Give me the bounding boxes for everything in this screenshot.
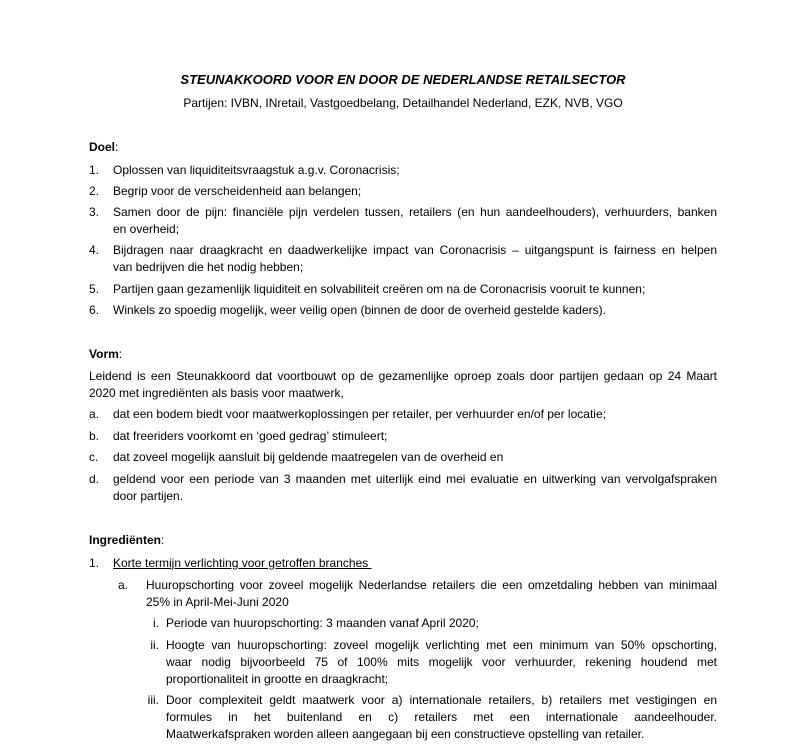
list-item <box>89 302 717 319</box>
sub-item-text <box>146 577 717 744</box>
text-line: Leidend is een Steunakkoord dat voortbouwt op de gezamenlijke oproep zoals door partijen gedaan op 24 Maart <box>89 368 717 383</box>
text-line: en overheid; <box>113 222 180 236</box>
list-letter: d. <box>89 471 100 486</box>
list-item-text <box>113 302 717 319</box>
list-number: 6. <box>89 302 100 317</box>
intro-paragraph <box>89 368 717 402</box>
sub-item-letter: a. <box>118 577 129 592</box>
sub-sub-list <box>146 615 717 743</box>
heading-label: Doel <box>89 139 116 154</box>
sub-sub-item <box>146 692 717 743</box>
text-line: van bedrijven die het nodig hebben; <box>113 260 304 275</box>
list-letter: a. <box>89 407 100 421</box>
text-line: dat een bodem biedt voor maatwerkoplossingen per retailer, per verhuurder en/of per locatie; <box>113 407 606 421</box>
list-item <box>89 162 717 179</box>
text-line: dat freeriders voorkomt en ‘goed gedrag’ stimuleert; <box>113 428 388 443</box>
text-line: Huuropschorting voor zoveel mogelijk Nederlandse retailers die een omzetdaling hebben van minimaal <box>146 577 717 592</box>
list-letter: c. <box>89 450 99 464</box>
section-doel <box>89 139 717 319</box>
list-item-text <box>113 471 717 505</box>
list-item-text <box>113 281 717 298</box>
heading-colon: : <box>115 139 119 154</box>
text-line: Begrip voor de verscheidenheid aan belangen; <box>113 183 362 198</box>
list-item-text <box>113 449 717 466</box>
text-line: 2020 met ingrediënten als basis voor maatwerk, <box>89 385 344 400</box>
list-item <box>89 449 717 466</box>
text-line: 25% in April-Mei-Juni 2020 <box>146 594 289 609</box>
text-line: proportionaliteit in grootte en draagkracht; <box>166 671 389 686</box>
list-item <box>89 242 717 276</box>
text-line: Bijdragen naar draagkracht en daadwerkelijke impact van Coronacrisis – uitgangspunt is fairness en helpen <box>113 243 717 258</box>
list-item <box>89 183 717 200</box>
list-number: 5. <box>89 281 100 296</box>
text-line: Maatwerkafspraken worden alleen aangegaan bij een constructieve opstelling van retailer. <box>166 727 645 741</box>
list-number: 2. <box>89 183 100 198</box>
sub-sub-item-text <box>166 615 717 632</box>
list-item <box>89 406 717 423</box>
list-number: 1. <box>89 555 100 570</box>
ingredient-body <box>113 555 717 744</box>
list-number: 1. <box>89 162 100 177</box>
heading-colon: : <box>118 346 123 361</box>
sub-list <box>118 577 717 744</box>
list-letter: b. <box>89 428 100 443</box>
roman-numeral: ii. <box>150 637 159 652</box>
sub-sub-item <box>146 637 717 688</box>
section-heading-vorm <box>89 346 717 363</box>
roman-numeral: iii. <box>147 693 159 707</box>
list-item-text <box>113 204 717 238</box>
list-item-text <box>113 406 717 423</box>
vorm-list <box>89 406 717 505</box>
section-heading-doel <box>89 139 717 156</box>
text-line: geldend voor een periode van 3 maanden met uiterlijk eind mei evaluatie en uitwerking van vervolgafspraken <box>113 471 717 486</box>
text-line: formules in het buitenland en c) retailers met een internationale aandeelhouder. <box>166 710 717 724</box>
text-line: Door complexiteit geldt maatwerk voor a) internationale retailers, b) retailers met vestigingen en <box>166 693 717 707</box>
text-line: Partijen gaan gezamenlijk liquiditeit en solvabiliteit creëren om na de Coronacrisis vooruit te kunnen; <box>113 281 646 296</box>
parties-line: Partijen: IVBN, INretail, Vastgoedbelang, Detailhandel Nederland, EZK, NVB, VGO <box>183 95 623 110</box>
list-item-text <box>113 162 717 179</box>
document-title: STEUNAKKOORD VOOR EN DOOR DE NEDERLANDSE RETAILSECTOR <box>180 71 626 87</box>
text-line: dat zoveel mogelijk aansluit bij geldende maatregelen van de overheid en <box>113 450 504 464</box>
roman-numeral: i. <box>153 616 159 630</box>
sub-sub-item <box>146 615 717 632</box>
text-line: Oplossen van liquiditeitsvraagstuk a.g.v. Coronacrisis; <box>113 162 400 177</box>
heading-label: Vorm <box>89 346 119 361</box>
text-line: waar nodig bijvoorbeeld 75 of 100% mits mogelijk voor verhuurder, rekening houdend met <box>166 654 717 669</box>
list-item-text <box>113 242 717 276</box>
ingredient-heading: Korte termijn verlichting voor getroffen branches <box>113 555 372 570</box>
sub-sub-item-text <box>166 692 717 743</box>
section-vorm <box>89 346 717 505</box>
list-item <box>89 471 717 505</box>
text-line: Samen door de pijn: financiële pijn verdelen tussen, retailers (en hun aandeelhouders), verhuurders, banken <box>113 205 717 219</box>
list-number: 4. <box>89 243 100 258</box>
section-ingredienten <box>89 532 717 744</box>
text-line: Winkels zo spoedig mogelijk, weer veilig open (binnen de door de overheid gestelde kaders). <box>113 302 606 317</box>
heading-label: Ingrediënten <box>89 532 162 547</box>
heading-colon: : <box>161 532 165 547</box>
list-item <box>89 281 717 298</box>
text-line: door partijen. <box>113 488 184 503</box>
list-number: 3. <box>89 205 100 219</box>
doel-list <box>89 162 717 319</box>
text-line: Hoogte van huuropschorting: zoveel mogelijk verlichting met een minimum van 50% opschorting, <box>166 637 717 652</box>
text-line: Periode van huuropschorting: 3 maanden vanaf April 2020; <box>166 616 479 630</box>
sub-sub-item-text <box>166 637 717 688</box>
ingredient-heading-line <box>113 555 717 572</box>
section-heading-ingredienten <box>89 532 717 549</box>
sub-item <box>118 577 717 744</box>
list-item-text <box>113 183 717 200</box>
ingredient-item <box>89 555 717 744</box>
list-item <box>89 428 717 445</box>
list-item-text <box>113 428 717 445</box>
document-header <box>89 71 717 112</box>
list-item <box>89 204 717 238</box>
